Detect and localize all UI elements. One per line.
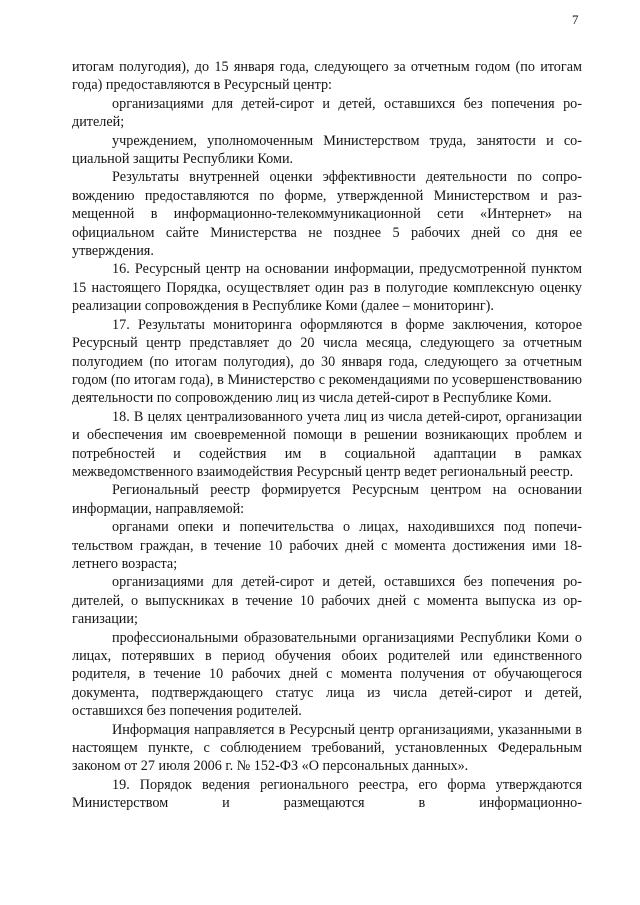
document-body: [72, 58, 582, 813]
clause-16: 16. Ресурсный центр на основании информации, предусмотренной пунктом 15 настоящего Порядка, осуществляет один раз в полугодие комплексную оценку реализации сопровождения в Республике Коми (далее – мониторинг).: [72, 261, 582, 315]
clause-19: 19. Порядок ведения регионального реестра, его форма утверждаются Министерством и размещаются в информационно-: [72, 776, 582, 812]
list-item-professional-organizations: профессиональными образовательными организациями Республики Коми о лицах, потерявших в период обучения обоих родителей или единственного родителя, в течение 10 рабочих дней с момента получения от обучающегося документа, подтверждающего статус лица из числа детей-сирот и детей, оставшихся без попечения родителей.: [72, 629, 582, 720]
page-number: 7: [572, 12, 579, 27]
list-item-ministry-institution: учреждением, уполномоченным Министерством труда, занятости и социальной защиты Республики Коми.: [72, 132, 582, 168]
list-item-orphan-organizations-graduates: организациями для детей-сирот и детей, оставшихся без попечения родителей, о выпускниках в течение 10 рабочих дней с момента выпуска из организации;: [72, 574, 582, 628]
clause-17: 17. Результаты мониторинга оформляются в форме заключения, которое Ресурсный центр представляет до 20 числа месяца, следующего за отчетным полугодием (по итогам полугодия), до 30 января года, следующего за отчетным годом (по итогам года), в Министерство с рекомендациями по усовершенствованию деятельности по сопровождению лиц из числа детей-сирот в Республике Коми.: [72, 316, 582, 407]
paragraph-information-sending: Информация направляется в Ресурсный центр организациями, указанными в настоящем пункте, с соблюдением требований, установленных Федеральным законом от 27 июля 2006 г. № 152-ФЗ «О персональных данных».: [72, 721, 582, 775]
paragraph-internal-evaluation: Результаты внутренней оценки эффективности деятельности по сопровождению предоставляются по форме, утвержденной Министерством и размещенной в информационно-телекоммуникационной сети «Интернет» на официальном сайте Министерства не позднее 5 рабочих дней со дня ее утверждения.: [72, 169, 582, 260]
paragraph-registry-formation: Региональный реестр формируется Ресурсным центром на основании информации, направляемой:: [72, 482, 582, 517]
list-item-guardianship-bodies: органами опеки и попечительства о лицах, находившихся под попечительством граждан, в течение 10 рабочих дней с момента достижения ими 18-летнего возраста;: [72, 519, 582, 572]
paragraph-continuation: итогам полугодия), до 15 января года, следующего за отчетным годом (по итогам года) предоставляются в Ресурсный центр:: [72, 59, 582, 94]
list-item-orphan-organizations: организациями для детей-сирот и детей, оставшихся без попечения родителей;: [72, 95, 582, 131]
clause-18: 18. В целях централизованного учета лиц из числа детей-сирот, организации и обеспечения им своевременной помощи в решении возникающих проблем и потребностей и содействия им в социальной адаптации в рамках межведомственного взаимодействия Ресурсный центр ведет региональный реестр.: [72, 408, 582, 480]
